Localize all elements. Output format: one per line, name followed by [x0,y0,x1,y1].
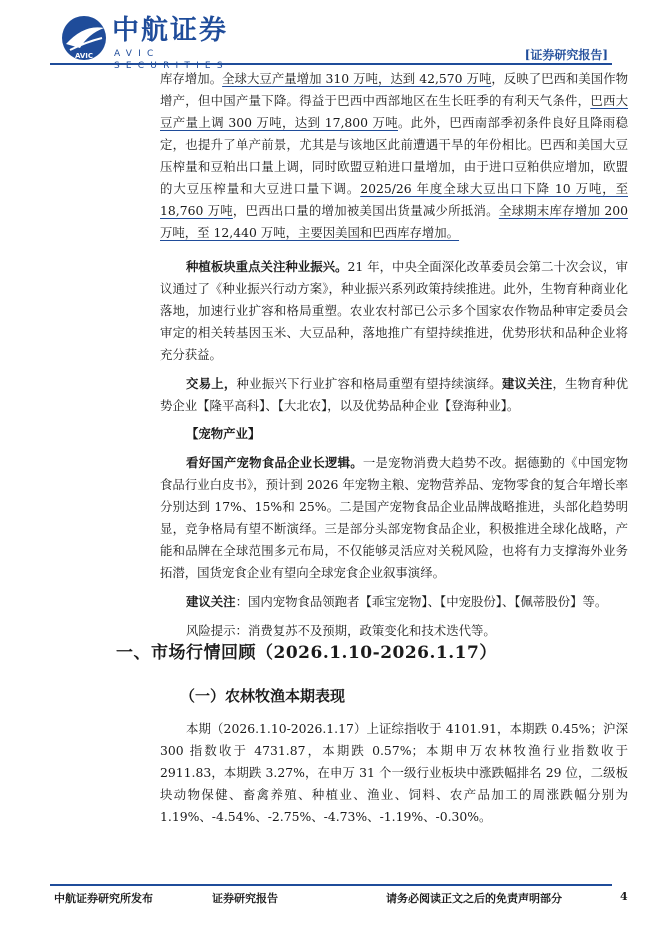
body-text [160,68,628,642]
soybean-paragraph [160,68,628,244]
logo-english-name: AVIC SECURITIES [114,49,229,71]
section-heading-market-review: 一、市场行情回顾（2026.1.10-2026.1.17） [116,643,497,663]
footer-report-type: 证券研究报告 [212,892,278,905]
text-run: 21 年，中央全面深化改革委员会第二十次会议，审议通过了《种业振兴行动方案》，种业振兴系列政策持续推进。此外，生物育种商业化落地，加速行业扩容和格局重塑。农业农村部已公示多个国家农作物品种审定委员会审定的相关转基因玉米、大豆品种，落地推广有望持续推进，优势形状和品种企业将充分获益。 [160,259,628,362]
bold-lead: 建议关注 [186,594,236,609]
text-run: 一是宠物消费大趋势不改。据德勤的《中国宠物食品行业白皮书》，预计到 2026 年宠物主粮、宠物营养品、宠物零食的复合年增长率分别达到 17%、15%和 25%。二是国产宠物食品企业品牌战略推进，头部化趋势明显，竞争格局有望不断演绎。三是部分头部宠物食品企业，积极推进全球化战略，产能和品牌在全球范围多元布局，不仅能够灵活应对关税风险，也将有力支撑海外业务拓潜，国货宠食企业有望向全球宠食企业叙事演绎。 [160,455,629,580]
subsection-heading-sector-performance: （一）农林牧渔本期表现 [180,687,346,705]
risk-warning: 风险提示：消费复苏不及预期，政策变化和技术迭代等。 [186,623,496,638]
footer-disclaimer-note: 请务必阅读正文之后的免责声明部分 [386,892,562,905]
pet-industry-heading: 【宠物产业】 [186,426,261,441]
header-divider [50,63,612,65]
company-logo [60,14,280,71]
avic-emblem-icon [60,14,108,62]
trading-paragraph [160,373,628,417]
bold-lead: 看好国产宠物食品企业长逻辑。 [186,455,363,470]
market-performance-paragraph: 本期（2026.1.10-2026.1.17）上证综指收于 4101.91，本期跌 0.45%；沪深 300 指数收于 4731.87，本期跌 0.57%；本期申万农林牧渔行业指数收于 2911.83，本期跌 3.27%，在申万 31 个一级行业板块中涨跌幅排名 29 位，二级板块动物保健、畜禽养殖、种植业、渔业、饲料、农产品加工的周涨跌幅分别为 1.19%、-4.54%、-2.75%、-4.73%、-1.19%、-0.30%。 [160,721,628,824]
market-performance-text [160,718,628,828]
page-header [0,0,662,70]
underlined-text: 巴西大豆产量上调 300 万吨，达到 17,800 万吨 [160,93,629,130]
recommendation-paragraph [160,591,628,613]
footer-divider [50,884,612,886]
text-run: ，反映了巴西和美国作物增产，但中国产量下降。得益于巴西中西部地区在生长旺季的有利天气条件， [160,71,629,108]
text-run: 库存增加。 [160,71,223,86]
text-run: ：国内宠物食品领跑者【乖宝宠物】、【中宠股份】、【佩蒂股份】等。 [235,594,608,609]
bold-lead: 种植板块重点关注种业振兴。 [186,259,348,274]
page-number: 4 [620,890,628,903]
text-run: ，生物育种优势企业【隆平高科】、【大北农】，以及优势品种企业【登海种业】。 [160,376,629,413]
text-run: ，巴西出口量的增加被美国出货量减少所抵消。 [232,203,499,218]
footer-publisher: 中航证券研究所发布 [54,892,153,905]
underlined-text: 全球大豆产量增加 310 万吨，达到 42,570 万吨 [222,71,492,86]
logo-chinese-name: 中航证券 [112,15,228,46]
underlined-text: 2025/26 年度全球大豆出口下降 10 万吨，至 18,760 万吨 [160,181,628,218]
pet-food-paragraph [160,452,628,584]
seed-industry-paragraph [160,256,628,366]
document-type-label: [证券研究报告] [524,48,608,62]
text-run: 。此外，巴西南部季初条件良好且降雨稳定，也提升了单产前景，尤其是与该地区此前遭遇干旱的年份相比。巴西和美国大豆压榨量和豆粕出口量上调，同时欧盟豆粕进口量增加，由于进口豆粕供应增加，欧盟的大豆压榨量和大豆进口量下调。 [160,115,628,196]
bold-text: 建议关注 [501,376,553,391]
underlined-text: 全球期末库存增加 200 万吨，至 12,440 万吨，主要因美国和巴西库存增加。 [160,203,629,240]
emblem-text: AVIC [74,52,94,60]
bold-lead: 交易上， [186,376,237,391]
text-run: 种业振兴下行业扩容和格局重塑有望持续演绎。 [236,376,502,391]
